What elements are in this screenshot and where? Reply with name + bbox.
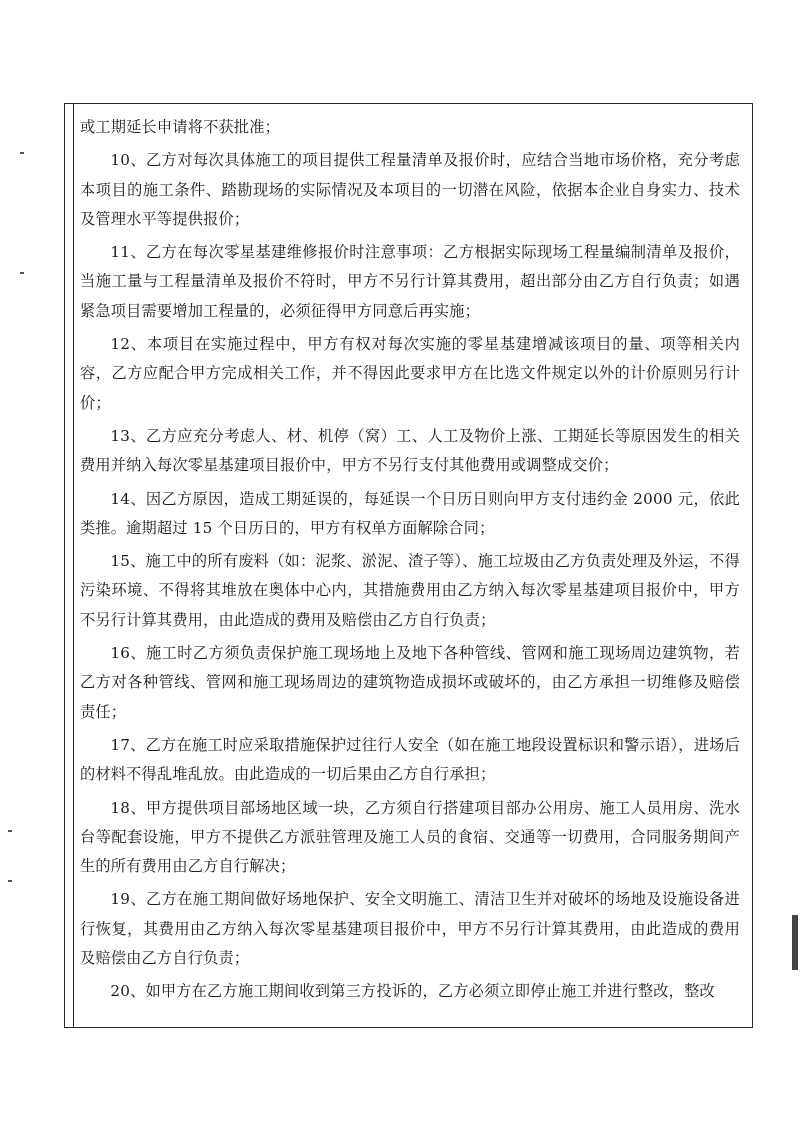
- clause-20: 20、如甲方在乙方施工期间收到第三方投诉的，乙方必须立即停止施工并进行整改，整改: [110, 982, 715, 1001]
- clause-14: 14、因乙方原因，造成工期延误的，每延误一个日历日则向甲方支付违约金 2000 元，依此类推。逾期超过 15 个日历日的，甲方有权单方面解除合同；: [80, 489, 740, 537]
- clause-16: 16、施工时乙方须负责保护施工现场地上及地下各种管线、管网和施工现场周边建筑物，若乙方对各种管线、管网和施工现场周边的建筑物造成损坏或破坏的，由乙方承担一切维修及赔偿责任；: [80, 644, 740, 721]
- scan-mark: [8, 880, 12, 882]
- clause-19: 19、乙方在施工期间做好场地保护、安全文明施工、清洁卫生并对破坏的场地及设施设备进行恢复，其费用由乙方纳入每次零星基建项目报价中，甲方不另行计算其费用，由此造成的费用及赔偿由乙方自行负责；: [80, 890, 740, 968]
- clause-15: 15、施工中的所有废料（如：泥浆、淤泥、渣子等）、施工垃圾由乙方负责处理及外运，不得污染环境、不得将其堆放在奥体中心内，其措施费用由乙方纳入每次零星基建项目报价中，甲方不另行计算其费用，由此造成的费用及赔偿由乙方自行负责；: [80, 552, 740, 629]
- clause-12: 12、本项目在实施过程中，甲方有权对每次实施的零星基建增减该项目的量、项等相关内容，乙方应配合甲方完成相关工作，并不得因此要求甲方在比选文件规定以外的计价原则另行计价；: [80, 335, 740, 412]
- clause-continuation: 或工期延长申请将不获批准；: [80, 118, 281, 136]
- table-left-rule: [73, 104, 74, 1027]
- clause-11: 11、乙方在每次零星基建维修报价时注意事项：乙方根据实际现场工程量编制清单及报价，当施工量与工程量清单及报价不符时，甲方不另行计算其费用，超出部分由乙方自行负责；如遇紧急项目需要增加工程量的，必须征得甲方同意后再实施；: [80, 243, 740, 320]
- binding-edge-mark: [792, 915, 798, 970]
- contract-clauses: [80, 113, 740, 1011]
- scan-mark: [20, 272, 24, 274]
- clause-10: 10、乙方对每次具体施工的项目提供工程量清单及报价时，应结合当地市场价格，充分考虑本项目的施工条件、踏勘现场的实际情况及本项目的一切潜在风险，依据本企业自身实力、技术及管理水平等提供报价；: [80, 151, 740, 228]
- clause-18: 18、甲方提供项目部场地区域一块，乙方须自行搭建项目部办公用房、施工人员用房、洗水台等配套设施，甲方不提供乙方派驻管理及施工人员的食宿、交通等一切费用，合同服务期间产生的所有费用由乙方自行解决；: [80, 798, 740, 876]
- scan-mark: [8, 830, 12, 832]
- clause-17: 17、乙方在施工时应采取措施保护过往行人安全（如在施工地段设置标识和警示语），进场后的材料不得乱堆乱放。由此造成的一切后果由乙方自行承担；: [80, 735, 740, 784]
- scan-mark: [20, 152, 24, 154]
- clause-13: 13、乙方应充分考虑人、材、机停（窝）工、人工及物价上涨、工期延长等原因发生的相关费用并纳入每次零星基建项目报价中，甲方不另行支付其他费用或调整成交价；: [80, 426, 740, 475]
